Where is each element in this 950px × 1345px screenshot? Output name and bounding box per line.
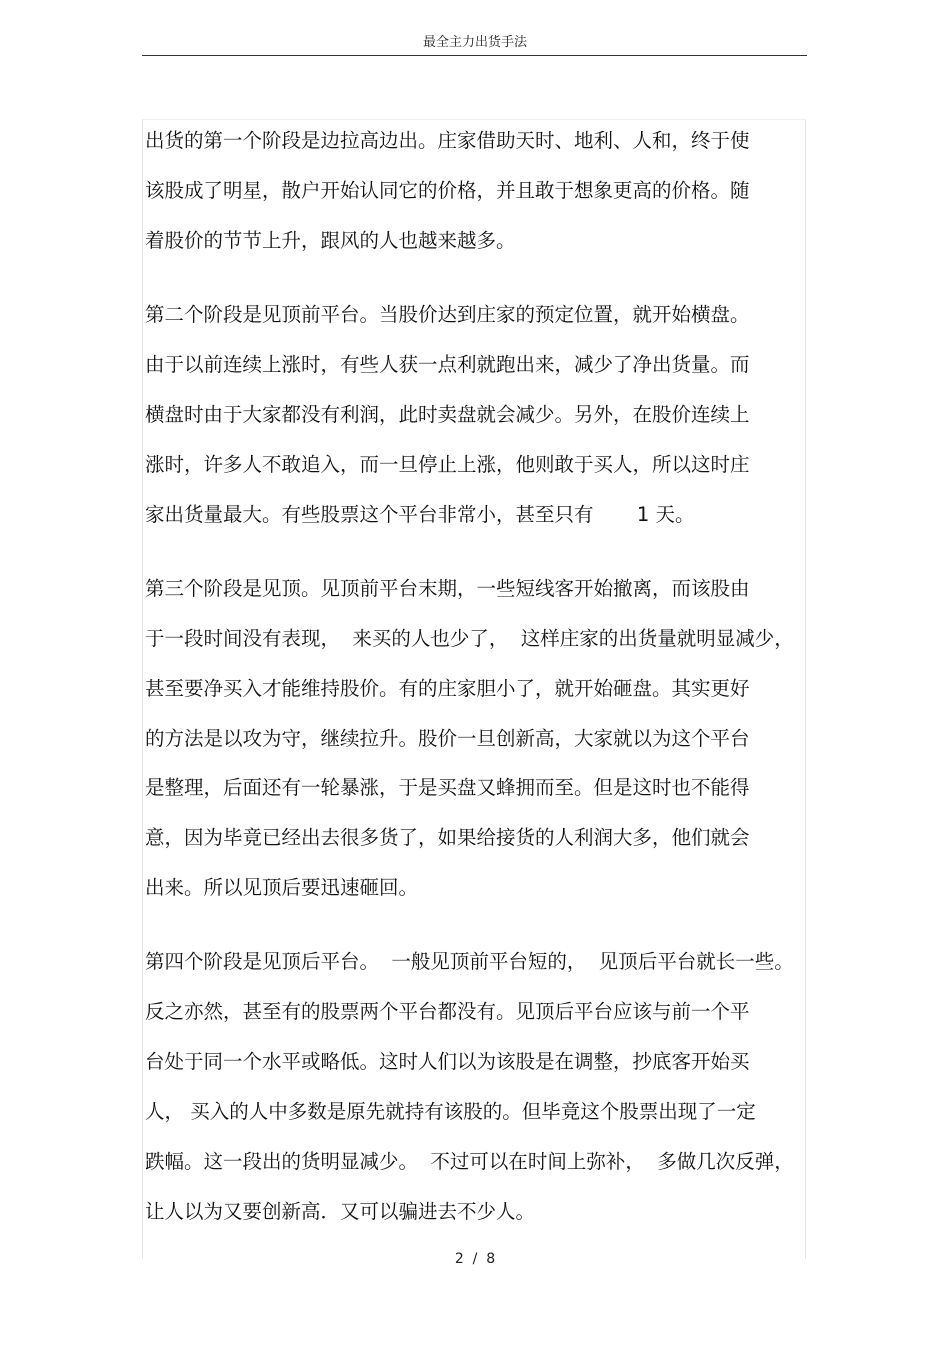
text-line: 意，因为毕竟已经出去很多货了，如果给接货的人利润大多，他们就会 — [145, 826, 750, 849]
text-line: 第四个阶段是见顶后平台。 一般见顶前平台短的， 见顶后平台就长一些。 — [145, 950, 794, 973]
page-header-title: 最全主力出货手法 — [422, 35, 527, 50]
text-line: 第二个阶段是见顶前平台。当股价达到庄家的预定位置，就开始横盘。 — [145, 303, 750, 326]
text-line: 第三个阶段是见顶。见顶前平台末期，一些短线客开始撤离，而该股由 — [145, 577, 750, 600]
text-line: 于一段时间没有表现， 来买的人也少了， 这样庄家的出货量就明显减少， — [145, 627, 794, 650]
text-line: 甚至要净买入才能维持股价。有的庄家胆小了，就开始砸盘。其实更好 — [145, 677, 750, 700]
text-line: 反之亦然，甚至有的股票两个平台都没有。见顶后平台应该与前一个平 — [145, 1000, 750, 1023]
text-line: 出货的第一个阶段是边拉高边出。庄家借助天时、地利、人和，终于使 — [145, 129, 750, 152]
text-line: 人， 买入的人中多数是原先就持有该股的。但毕竟这个股票出现了一定 — [145, 1100, 756, 1123]
text-line: 台处于同一个水平或略低。这时人们以为该股是在调整，抄底客开始买 — [145, 1050, 750, 1073]
text-line: 家出货量最大。有些股票这个平台非常小，甚至只有 1 天。 — [145, 503, 695, 526]
text-line: 着股价的节节上升，跟风的人也越来越多。 — [145, 229, 516, 252]
text-line: 跌幅。这一段出的货明显减少。 不过可以在时间上弥补， 多做几次反弹， — [145, 1150, 794, 1173]
text-line: 让人以为又要创新高．又可以骗进去不少人。 — [145, 1200, 536, 1223]
page-number: 2 / 8 — [454, 1251, 496, 1267]
text-line: 出来。所以见顶后要迅速砸回。 — [145, 876, 419, 899]
header-divider — [142, 55, 807, 56]
text-line: 涨时，许多人不敢追入，而一旦停止上涨，他则敢于买人，所以这时庄 — [145, 453, 750, 476]
text-line: 由于以前连续上涨时，有些人获一点利就跑出来，减少了净出货量。而 — [145, 353, 750, 376]
text-line: 是整理，后面还有一轮暴涨，于是买盘又蜂拥而至。但是这时也不能得 — [145, 776, 750, 799]
text-line: 的方法是以攻为守，继续拉升。股价一旦创新高，大家就以为这个平台 — [145, 727, 750, 750]
text-line: 该股成了明星，散户开始认同它的价格，并且敢于想象更高的价格。随 — [145, 179, 750, 202]
text-line: 横盘时由于大家都没有利润，此时卖盘就会减少。另外，在股价连续上 — [145, 403, 750, 426]
